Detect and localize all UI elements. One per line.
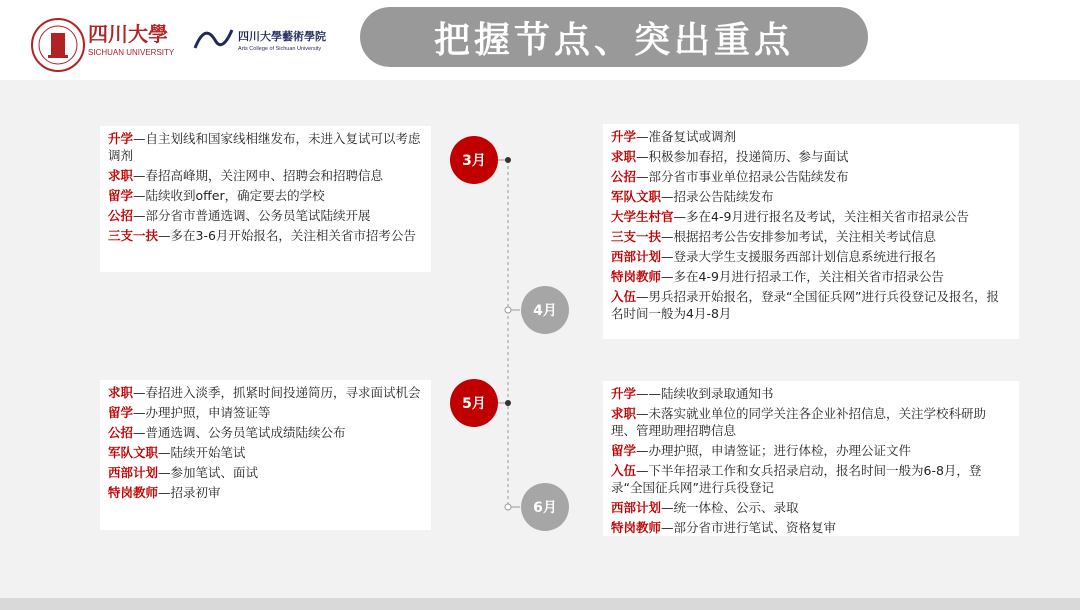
item-keyword: 公招 (108, 208, 134, 223)
item-keyword: 军队文职 (611, 189, 662, 204)
item-text: —根据招考公告安排参加考试，关注相关考试信息 (661, 229, 937, 244)
list-item (611, 405, 1011, 439)
item-text: —普通选调、公务员笔试成绩陆续公布 (133, 425, 346, 440)
item-keyword: 西部计划 (611, 500, 662, 515)
list-item (108, 227, 423, 244)
college-name-en: Arts College of Sichuan University (238, 46, 322, 52)
list-item (108, 444, 423, 461)
item-text: —部分省市事业单位招录公告陆续发布 (636, 169, 849, 184)
april-card (603, 124, 1019, 339)
june-card (603, 381, 1019, 536)
item-keyword: 入伍 (611, 289, 637, 304)
list-item (611, 519, 1011, 536)
item-text: —陆续开始笔试 (158, 445, 246, 460)
list-item (611, 462, 1011, 496)
list-item (611, 385, 1011, 402)
list-item (611, 148, 1011, 165)
list-item (108, 464, 423, 481)
timeline-dot-5 (505, 400, 511, 406)
item-text: —未落实就业单位的同学关注各企业补招信息，关注学校科研助理、管理助理招聘信息 (611, 406, 987, 438)
list-item (108, 424, 423, 441)
item-text: —部分省市进行笔试、资格复审 (661, 520, 837, 535)
list-item (611, 128, 1011, 145)
item-keyword: 求职 (611, 149, 637, 164)
list-item (611, 248, 1011, 265)
item-text: ——陆续收到录取通知书 (636, 386, 774, 401)
item-text: —自主划线和国家线相继发布，未进入复试可以考虑调剂 (108, 131, 421, 163)
list-item (611, 288, 1011, 322)
may-card (100, 380, 431, 530)
month-june-circle: 6月 (521, 483, 569, 531)
item-text: —积极参加春招，投递简历、参与面试 (636, 149, 849, 164)
item-text: —招录初审 (158, 485, 221, 500)
item-keyword: 军队文职 (108, 445, 159, 460)
march-card (100, 126, 431, 272)
item-keyword: 公招 (611, 169, 637, 184)
list-item (108, 187, 423, 204)
list-item (108, 484, 423, 501)
page-title: 把握节点、突出重点 (360, 7, 868, 67)
month-march-circle: 3月 (450, 136, 498, 184)
month-april-circle: 4月 (521, 286, 569, 334)
bottom-bar (0, 598, 1080, 610)
timeline-dot-6 (505, 504, 511, 510)
item-keyword: 三支一扶 (108, 228, 159, 243)
item-keyword: 留学 (108, 405, 134, 420)
item-text: —登录大学生支援服务西部计划信息系统进行报名 (661, 249, 937, 264)
item-text: —办理护照，申请签证等 (133, 405, 271, 420)
item-keyword: 留学 (611, 443, 637, 458)
timeline-dot-3 (505, 157, 511, 163)
item-text: —春招高峰期，关注网申、招聘会和招聘信息 (133, 168, 384, 183)
item-text: —多在4-9月进行报名及考试，关注相关省市招录公告 (673, 209, 969, 224)
item-keyword: 留学 (108, 188, 134, 203)
item-text: —陆续收到offer，确定要去的学校 (133, 188, 325, 203)
item-text: —多在3-6月开始报名，关注相关省市招考公告 (158, 228, 416, 243)
list-item (108, 207, 423, 224)
item-keyword: 大学生村官 (611, 209, 674, 224)
item-text: —办理护照，申请签证；进行体检，办理公证文件 (636, 443, 912, 458)
item-text: —春招进入淡季，抓紧时间投递简历，寻求面试机会 (133, 385, 421, 400)
university-name: 四川大學 (88, 24, 168, 46)
list-item (611, 208, 1011, 225)
item-text: —多在4-9月进行招录工作，关注相关省市招录公告 (661, 269, 944, 284)
item-text: —下半年招录工作和女兵招录启动，报名时间一般为6-8月，登录“全国征兵网”进行兵役登记 (611, 463, 982, 495)
item-keyword: 升学 (611, 129, 637, 144)
list-item (108, 167, 423, 184)
university-name-en: SICHUAN UNIVERSITY (88, 48, 175, 57)
college-name: 四川大學藝術學院 (238, 31, 326, 43)
item-keyword: 升学 (611, 386, 637, 401)
item-text: —招录公告陆续发布 (661, 189, 774, 204)
item-keyword: 西部计划 (108, 465, 159, 480)
item-keyword: 求职 (611, 406, 637, 421)
list-item (108, 404, 423, 421)
item-keyword: 升学 (108, 131, 134, 146)
list-item (611, 228, 1011, 245)
item-text: —男兵招录开始报名，登录“全国征兵网”进行兵役登记及报名，报名时间一般为4月-8月 (611, 289, 999, 321)
item-keyword: 特岗教师 (611, 269, 662, 284)
item-keyword: 特岗教师 (611, 520, 662, 535)
item-keyword: 公招 (108, 425, 134, 440)
item-keyword: 西部计划 (611, 249, 662, 264)
list-item (611, 499, 1011, 516)
item-keyword: 求职 (108, 385, 134, 400)
list-item (108, 130, 423, 164)
item-text: —准备复试或调剂 (636, 129, 737, 144)
item-keyword: 特岗教师 (108, 485, 159, 500)
item-keyword: 三支一扶 (611, 229, 662, 244)
list-item (611, 268, 1011, 285)
list-item (611, 168, 1011, 185)
item-keyword: 求职 (108, 168, 134, 183)
item-text: —部分省市普通选调、公务员笔试陆续开展 (133, 208, 371, 223)
item-text: —统一体检、公示、录取 (661, 500, 799, 515)
list-item (611, 188, 1011, 205)
list-item (108, 384, 423, 401)
item-text: —参加笔试、面试 (158, 465, 259, 480)
list-item (611, 442, 1011, 459)
month-may-circle: 5月 (450, 379, 498, 427)
timeline-dot-4 (505, 307, 511, 313)
item-keyword: 入伍 (611, 463, 637, 478)
